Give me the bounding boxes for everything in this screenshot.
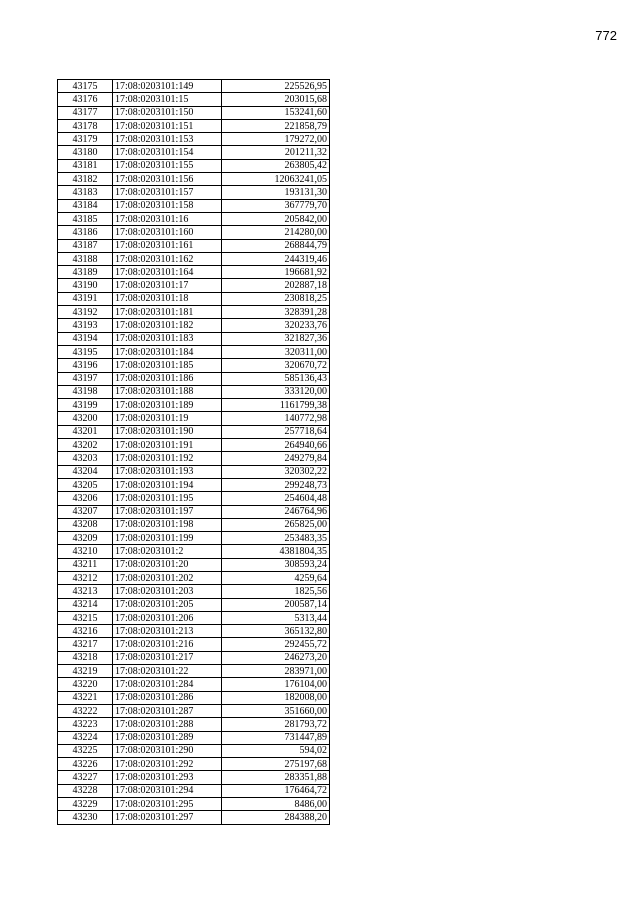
row-number-cell: 43207 [58, 505, 113, 518]
value-cell: 201211,32 [222, 146, 330, 159]
row-number-cell: 43180 [58, 146, 113, 159]
row-number-cell: 43213 [58, 585, 113, 598]
row-number-cell: 43178 [58, 119, 113, 132]
cadastral-number-cell: 17:08:0203101:156 [113, 173, 222, 186]
cadastral-number-cell: 17:08:0203101:202 [113, 571, 222, 584]
table-row [58, 558, 330, 571]
cadastral-number-cell: 17:08:0203101:199 [113, 532, 222, 545]
table-row [58, 452, 330, 465]
value-cell: 283971,00 [222, 665, 330, 678]
value-cell: 283351,88 [222, 771, 330, 784]
data-table [57, 79, 330, 825]
row-number-cell: 43183 [58, 186, 113, 199]
row-number-cell: 43225 [58, 744, 113, 757]
value-cell: 268844,79 [222, 239, 330, 252]
value-cell: 328391,28 [222, 306, 330, 319]
row-number-cell: 43195 [58, 345, 113, 358]
row-number-cell: 43196 [58, 359, 113, 372]
table-row [58, 252, 330, 265]
value-cell: 5313,44 [222, 611, 330, 624]
cadastral-number-cell: 17:08:0203101:287 [113, 704, 222, 717]
cadastral-number-cell: 17:08:0203101:205 [113, 598, 222, 611]
value-cell: 731447,89 [222, 731, 330, 744]
table-row [58, 611, 330, 624]
table-row [58, 372, 330, 385]
value-cell: 200587,14 [222, 598, 330, 611]
cadastral-number-cell: 17:08:0203101:186 [113, 372, 222, 385]
row-number-cell: 43222 [58, 704, 113, 717]
table-row [58, 598, 330, 611]
cadastral-number-cell: 17:08:0203101:164 [113, 266, 222, 279]
table-row [58, 159, 330, 172]
row-number-cell: 43181 [58, 159, 113, 172]
cadastral-number-cell: 17:08:0203101:193 [113, 465, 222, 478]
value-cell: 257718,64 [222, 425, 330, 438]
row-number-cell: 43215 [58, 611, 113, 624]
cadastral-number-cell: 17:08:0203101:151 [113, 119, 222, 132]
table-row [58, 385, 330, 398]
cadastral-number-cell: 17:08:0203101:295 [113, 798, 222, 811]
cadastral-number-cell: 17:08:0203101:20 [113, 558, 222, 571]
value-cell: 320311,00 [222, 345, 330, 358]
value-cell: 246764,96 [222, 505, 330, 518]
table-row [58, 758, 330, 771]
cadastral-number-cell: 17:08:0203101:195 [113, 492, 222, 505]
cadastral-number-cell: 17:08:0203101:189 [113, 399, 222, 412]
value-cell: 263805,42 [222, 159, 330, 172]
row-number-cell: 43175 [58, 80, 113, 93]
row-number-cell: 43217 [58, 638, 113, 651]
row-number-cell: 43218 [58, 651, 113, 664]
row-number-cell: 43206 [58, 492, 113, 505]
value-cell: 244319,46 [222, 252, 330, 265]
row-number-cell: 43179 [58, 133, 113, 146]
cadastral-number-cell: 17:08:0203101:158 [113, 199, 222, 212]
cadastral-number-cell: 17:08:0203101:190 [113, 425, 222, 438]
value-cell: 249279,84 [222, 452, 330, 465]
cadastral-number-cell: 17:08:0203101:293 [113, 771, 222, 784]
table-row [58, 186, 330, 199]
table-row [58, 80, 330, 93]
table-row [58, 545, 330, 558]
row-number-cell: 43226 [58, 758, 113, 771]
cadastral-number-cell: 17:08:0203101:154 [113, 146, 222, 159]
row-number-cell: 43203 [58, 452, 113, 465]
table-row [58, 399, 330, 412]
cadastral-number-cell: 17:08:0203101:217 [113, 651, 222, 664]
value-cell: 308593,24 [222, 558, 330, 571]
row-number-cell: 43216 [58, 625, 113, 638]
row-number-cell: 43185 [58, 212, 113, 225]
table-row [58, 106, 330, 119]
value-cell: 320302,22 [222, 465, 330, 478]
value-cell: 594,02 [222, 744, 330, 757]
table-row [58, 412, 330, 425]
table-row [58, 173, 330, 186]
table-row [58, 718, 330, 731]
cadastral-number-cell: 17:08:0203101:286 [113, 691, 222, 704]
value-cell: 221858,79 [222, 119, 330, 132]
table-row [58, 571, 330, 584]
value-cell: 196681,92 [222, 266, 330, 279]
row-number-cell: 43210 [58, 545, 113, 558]
value-cell: 284388,20 [222, 811, 330, 824]
table-row [58, 279, 330, 292]
row-number-cell: 43220 [58, 678, 113, 691]
table-row [58, 784, 330, 797]
row-number-cell: 43219 [58, 665, 113, 678]
value-cell: 1825,56 [222, 585, 330, 598]
row-number-cell: 43211 [58, 558, 113, 571]
value-cell: 8486,00 [222, 798, 330, 811]
row-number-cell: 43227 [58, 771, 113, 784]
cadastral-number-cell: 17:08:0203101:18 [113, 292, 222, 305]
table-row [58, 638, 330, 651]
cadastral-number-cell: 17:08:0203101:17 [113, 279, 222, 292]
value-cell: 275197,68 [222, 758, 330, 771]
table-row [58, 691, 330, 704]
value-cell: 176464,72 [222, 784, 330, 797]
value-cell: 320670,72 [222, 359, 330, 372]
value-cell: 203015,68 [222, 93, 330, 106]
value-cell: 585136,43 [222, 372, 330, 385]
cadastral-number-cell: 17:08:0203101:197 [113, 505, 222, 518]
value-cell: 254604,48 [222, 492, 330, 505]
table-row [58, 292, 330, 305]
table-row [58, 625, 330, 638]
table-row [58, 93, 330, 106]
cadastral-number-cell: 17:08:0203101:198 [113, 518, 222, 531]
value-cell: 179272,00 [222, 133, 330, 146]
table-row [58, 199, 330, 212]
table-row [58, 811, 330, 824]
row-number-cell: 43224 [58, 731, 113, 744]
table-row [58, 425, 330, 438]
row-number-cell: 43197 [58, 372, 113, 385]
cadastral-number-cell: 17:08:0203101:153 [113, 133, 222, 146]
cadastral-number-cell: 17:08:0203101:16 [113, 212, 222, 225]
value-cell: 321827,36 [222, 332, 330, 345]
row-number-cell: 43191 [58, 292, 113, 305]
value-cell: 253483,35 [222, 532, 330, 545]
row-number-cell: 43212 [58, 571, 113, 584]
row-number-cell: 43202 [58, 439, 113, 452]
cadastral-number-cell: 17:08:0203101:157 [113, 186, 222, 199]
table-row [58, 704, 330, 717]
table-row [58, 439, 330, 452]
cadastral-number-cell: 17:08:0203101:183 [113, 332, 222, 345]
cadastral-number-cell: 17:08:0203101:188 [113, 385, 222, 398]
table-row [58, 266, 330, 279]
table-row [58, 226, 330, 239]
table-row [58, 585, 330, 598]
table-row [58, 532, 330, 545]
cadastral-number-cell: 17:08:0203101:149 [113, 80, 222, 93]
cadastral-number-cell: 17:08:0203101:15 [113, 93, 222, 106]
value-cell: 182008,00 [222, 691, 330, 704]
row-number-cell: 43201 [58, 425, 113, 438]
table-row [58, 332, 330, 345]
cadastral-number-cell: 17:08:0203101:292 [113, 758, 222, 771]
cadastral-number-cell: 17:08:0203101:161 [113, 239, 222, 252]
row-number-cell: 43223 [58, 718, 113, 731]
cadastral-number-cell: 17:08:0203101:288 [113, 718, 222, 731]
cadastral-number-cell: 17:08:0203101:297 [113, 811, 222, 824]
value-cell: 176104,00 [222, 678, 330, 691]
table-row [58, 133, 330, 146]
row-number-cell: 43184 [58, 199, 113, 212]
row-number-cell: 43199 [58, 399, 113, 412]
cadastral-number-cell: 17:08:0203101:216 [113, 638, 222, 651]
table-row [58, 306, 330, 319]
value-cell: 1161799,38 [222, 399, 330, 412]
value-cell: 230818,25 [222, 292, 330, 305]
value-cell: 320233,76 [222, 319, 330, 332]
value-cell: 333120,00 [222, 385, 330, 398]
value-cell: 281793,72 [222, 718, 330, 731]
row-number-cell: 43200 [58, 412, 113, 425]
table-row [58, 359, 330, 372]
cadastral-number-cell: 17:08:0203101:182 [113, 319, 222, 332]
row-number-cell: 43229 [58, 798, 113, 811]
row-number-cell: 43182 [58, 173, 113, 186]
table-row [58, 651, 330, 664]
table-row [58, 518, 330, 531]
row-number-cell: 43214 [58, 598, 113, 611]
row-number-cell: 43209 [58, 532, 113, 545]
value-cell: 202887,18 [222, 279, 330, 292]
row-number-cell: 43186 [58, 226, 113, 239]
table-row [58, 465, 330, 478]
page-number: 772 [595, 28, 617, 43]
cadastral-number-cell: 17:08:0203101:191 [113, 439, 222, 452]
table-row [58, 212, 330, 225]
value-cell: 292455,72 [222, 638, 330, 651]
value-cell: 153241,60 [222, 106, 330, 119]
cadastral-number-cell: 17:08:0203101:185 [113, 359, 222, 372]
cadastral-number-cell: 17:08:0203101:19 [113, 412, 222, 425]
table-row [58, 239, 330, 252]
cadastral-number-cell: 17:08:0203101:184 [113, 345, 222, 358]
table-row [58, 798, 330, 811]
value-cell: 225526,95 [222, 80, 330, 93]
table-row [58, 665, 330, 678]
cadastral-number-cell: 17:08:0203101:194 [113, 478, 222, 491]
cadastral-number-cell: 17:08:0203101:294 [113, 784, 222, 797]
cadastral-number-cell: 17:08:0203101:213 [113, 625, 222, 638]
cadastral-number-cell: 17:08:0203101:284 [113, 678, 222, 691]
cadastral-number-cell: 17:08:0203101:181 [113, 306, 222, 319]
row-number-cell: 43176 [58, 93, 113, 106]
cadastral-number-cell: 17:08:0203101:162 [113, 252, 222, 265]
value-cell: 365132,80 [222, 625, 330, 638]
cadastral-number-cell: 17:08:0203101:155 [113, 159, 222, 172]
value-cell: 214280,00 [222, 226, 330, 239]
row-number-cell: 43230 [58, 811, 113, 824]
value-cell: 4381804,35 [222, 545, 330, 558]
cadastral-number-cell: 17:08:0203101:150 [113, 106, 222, 119]
table-row [58, 492, 330, 505]
row-number-cell: 43228 [58, 784, 113, 797]
cadastral-number-cell: 17:08:0203101:203 [113, 585, 222, 598]
row-number-cell: 43177 [58, 106, 113, 119]
cadastral-number-cell: 17:08:0203101:290 [113, 744, 222, 757]
table-row [58, 678, 330, 691]
value-cell: 205842,00 [222, 212, 330, 225]
row-number-cell: 43187 [58, 239, 113, 252]
row-number-cell: 43189 [58, 266, 113, 279]
row-number-cell: 43221 [58, 691, 113, 704]
value-cell: 367779,70 [222, 199, 330, 212]
row-number-cell: 43188 [58, 252, 113, 265]
table-row [58, 345, 330, 358]
table-row [58, 319, 330, 332]
value-cell: 12063241,05 [222, 173, 330, 186]
row-number-cell: 43192 [58, 306, 113, 319]
value-cell: 265825,00 [222, 518, 330, 531]
value-cell: 140772,98 [222, 412, 330, 425]
value-cell: 299248,73 [222, 478, 330, 491]
value-cell: 246273,20 [222, 651, 330, 664]
value-cell: 4259,64 [222, 571, 330, 584]
row-number-cell: 43194 [58, 332, 113, 345]
row-number-cell: 43204 [58, 465, 113, 478]
cadastral-number-cell: 17:08:0203101:2 [113, 545, 222, 558]
row-number-cell: 43205 [58, 478, 113, 491]
table-row [58, 771, 330, 784]
table-row [58, 146, 330, 159]
table-row [58, 505, 330, 518]
row-number-cell: 43198 [58, 385, 113, 398]
table-body [58, 80, 330, 825]
cadastral-number-cell: 17:08:0203101:289 [113, 731, 222, 744]
table-row [58, 478, 330, 491]
table-row [58, 119, 330, 132]
row-number-cell: 43190 [58, 279, 113, 292]
table-row [58, 731, 330, 744]
table-row [58, 744, 330, 757]
value-cell: 193131,30 [222, 186, 330, 199]
value-cell: 264940,66 [222, 439, 330, 452]
value-cell: 351660,00 [222, 704, 330, 717]
cadastral-number-cell: 17:08:0203101:22 [113, 665, 222, 678]
row-number-cell: 43193 [58, 319, 113, 332]
row-number-cell: 43208 [58, 518, 113, 531]
cadastral-number-cell: 17:08:0203101:192 [113, 452, 222, 465]
cadastral-number-cell: 17:08:0203101:206 [113, 611, 222, 624]
cadastral-number-cell: 17:08:0203101:160 [113, 226, 222, 239]
